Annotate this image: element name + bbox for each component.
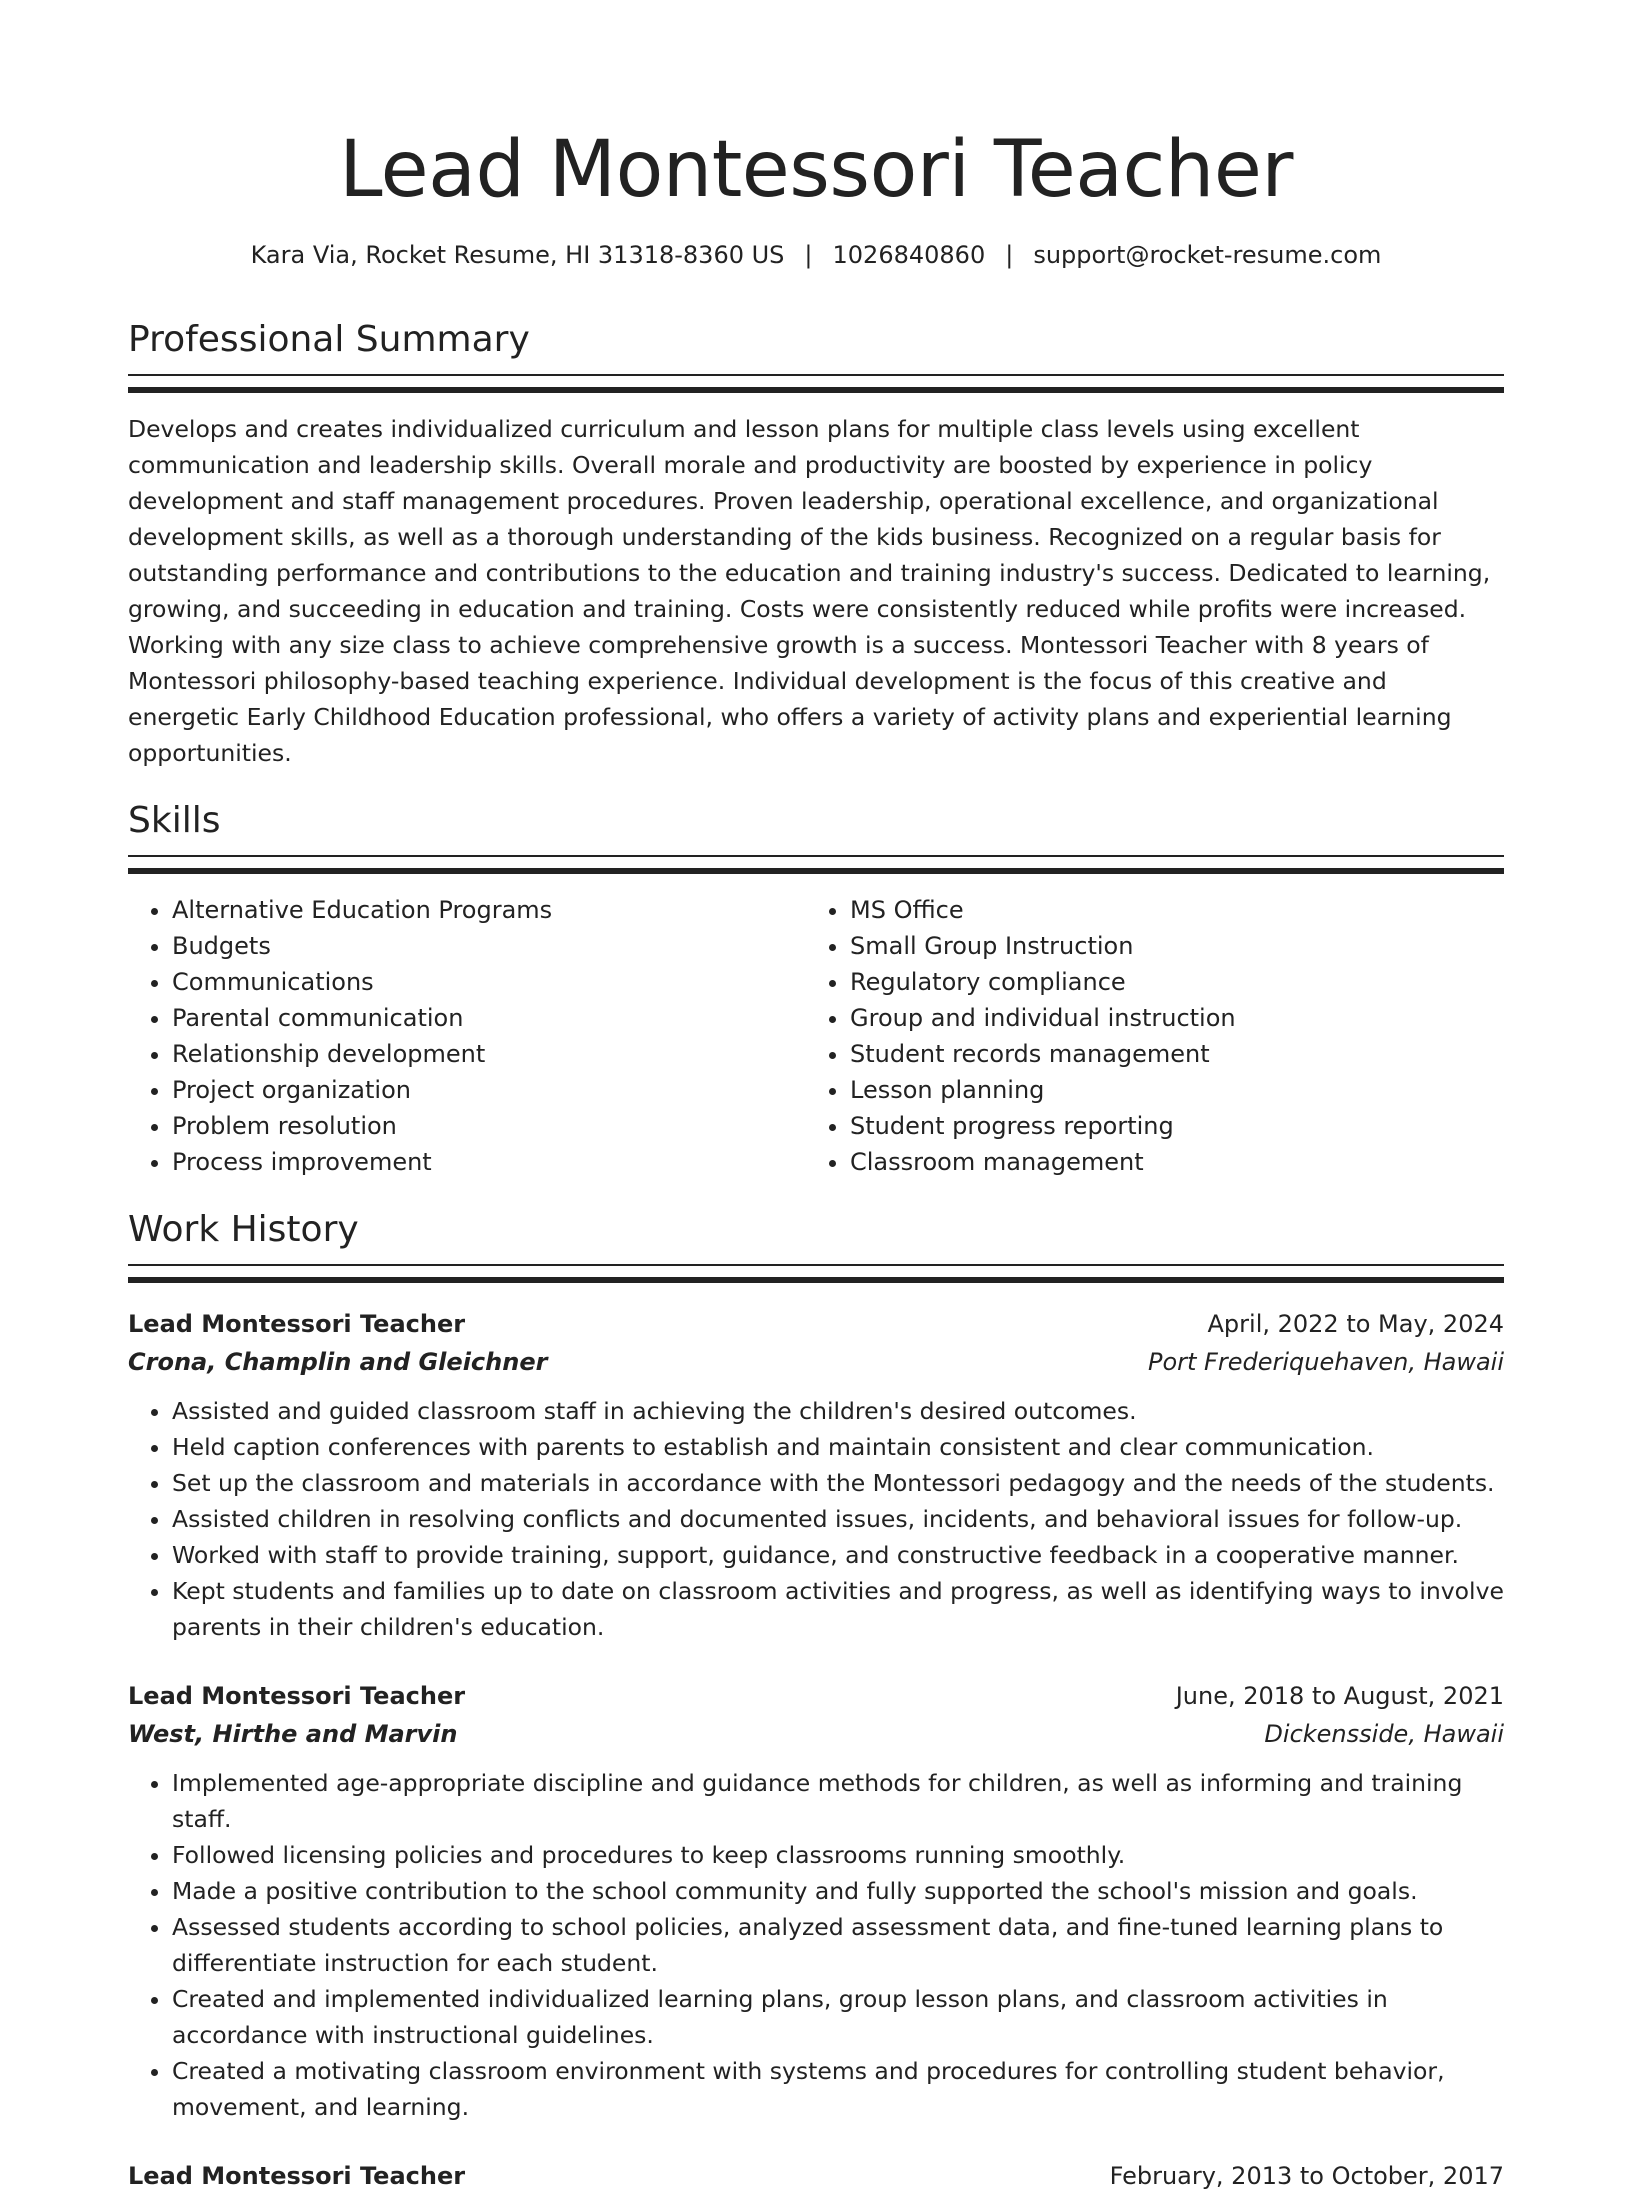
job-entry	[128, 1305, 1504, 1645]
job-header	[128, 1677, 1504, 1715]
section-divider	[128, 855, 1504, 874]
resume-title: Lead Montessori Teacher	[339, 125, 1293, 215]
job-bullets	[128, 1765, 1504, 2125]
work-history-section	[128, 1206, 1504, 2195]
skill-item: • Small Group Instruction	[850, 928, 1484, 964]
job-bullet: • Kept students and families up to date on classroom activities and progress, as well as identifying ways to involve parents in their children's education.	[172, 1573, 1504, 1645]
job-title: Lead Montessori Teacher	[128, 1682, 466, 1710]
skill-item: • MS Office	[850, 892, 1484, 928]
skill-item: • Alternative Education Programs	[172, 892, 806, 928]
job-location: Port Frederiquehaven, Hawaii	[1147, 1348, 1504, 1376]
contact-separator: |	[1005, 241, 1014, 269]
job-location: Dickensside, Hawaii	[1264, 1720, 1504, 1748]
skill-item: • Student records management	[850, 1036, 1484, 1072]
job-dates: April, 2022 to May, 2024	[1207, 1310, 1504, 1338]
skill-item: • Group and individual instruction	[850, 1000, 1484, 1036]
skills-section	[128, 797, 1504, 1180]
skill-item: • Relationship development	[172, 1036, 806, 1072]
contact-email: support@rocket-resume.com	[1033, 241, 1382, 269]
job-company: West, Hirthe and Marvin	[128, 1720, 458, 1748]
job-title: Lead Montessori Teacher	[128, 1310, 466, 1338]
job-bullets	[128, 1393, 1504, 1645]
contact-address: Kara Via, Rocket Resume, HI 31318-8360 US	[250, 241, 785, 269]
section-heading: Work History	[128, 1209, 359, 1250]
job-subheader	[128, 1715, 1504, 1753]
job-bullet: • Created and implemented individualized learning plans, group lesson plans, and classroom activities in accordance with instructional guidelines.	[172, 1981, 1504, 2053]
section-divider	[128, 374, 1504, 393]
skill-item: • Budgets	[172, 928, 806, 964]
professional-summary-section	[128, 316, 1504, 771]
section-heading: Skills	[128, 800, 221, 841]
skill-item: • Problem resolution	[172, 1108, 806, 1144]
skills-list-left	[128, 892, 806, 1180]
job-bullet: • Set up the classroom and materials in accordance with the Montessori pedagogy and the needs of the students.	[172, 1465, 1504, 1501]
skill-item: • Student progress reporting	[850, 1108, 1484, 1144]
contact-line	[128, 238, 1504, 272]
job-entry	[128, 1677, 1504, 2125]
summary-text: Develops and creates individualized curriculum and lesson plans for multiple class levels using excellent communication and leadership skills. Overall morale and productivity are boosted by experience in policy development and staff management procedures. Proven leadership, operational excellence, and organizational development skills, as well as a thorough understanding of the kids business. Recognized on a regular basis for outstanding performance and contributions to the education and training industry's success. Dedicated to learning, growing, and succeeding in education and training. Costs were consistently reduced while profits were increased. Working with any size class to achieve comprehensive growth is a success. Montessori Teacher with 8 years of Montessori philosophy-based teaching experience. Individual development is the focus of this creative and energetic Early Childhood Education professional, who offers a variety of activity plans and experiential learning opportunities.	[128, 415, 1491, 767]
skill-item: • Process improvement	[172, 1144, 806, 1180]
contact-separator: |	[804, 241, 813, 269]
section-divider	[128, 1264, 1504, 1283]
skills-columns	[128, 892, 1504, 1180]
job-bullet: • Assisted children in resolving conflicts and documented issues, incidents, and behavioral issues for follow-up.	[172, 1501, 1504, 1537]
job-entry	[128, 2157, 1504, 2195]
job-bullet: • Implemented age-appropriate discipline and guidance methods for children, as well as informing and training staff.	[172, 1765, 1504, 1837]
job-dates: February, 2013 to October, 2017	[1109, 2162, 1504, 2190]
skill-item: • Parental communication	[172, 1000, 806, 1036]
job-title: Lead Montessori Teacher	[128, 2162, 466, 2190]
job-bullet: • Assisted and guided classroom staff in achieving the children's desired outcomes.	[172, 1393, 1504, 1429]
job-bullet: • Created a motivating classroom environment with systems and procedures for controlling student behavior, movement, and learning.	[172, 2053, 1504, 2125]
job-bullet: • Assessed students according to school policies, analyzed assessment data, and fine-tuned learning plans to differentiate instruction for each student.	[172, 1909, 1504, 1981]
job-bullet: • Followed licensing policies and procedures to keep classrooms running smoothly.	[172, 1837, 1504, 1873]
job-header	[128, 1305, 1504, 1343]
section-heading: Professional Summary	[128, 319, 530, 360]
job-subheader	[128, 1343, 1504, 1381]
job-bullet: • Worked with staff to provide training, support, guidance, and constructive feedback in a cooperative manner.	[172, 1537, 1504, 1573]
job-company: Crona, Champlin and Gleichner	[128, 1348, 548, 1376]
skill-item: • Classroom management	[850, 1144, 1484, 1180]
job-dates: June, 2018 to August, 2021	[1175, 1682, 1504, 1710]
job-bullet: • Made a positive contribution to the school community and fully supported the school's mission and goals.	[172, 1873, 1504, 1909]
skill-item: • Lesson planning	[850, 1072, 1484, 1108]
skill-item: • Communications	[172, 964, 806, 1000]
job-header	[128, 2157, 1504, 2195]
skill-item: • Regulatory compliance	[850, 964, 1484, 1000]
contact-phone: 1026840860	[832, 241, 986, 269]
job-bullet: • Held caption conferences with parents to establish and maintain consistent and clear communication.	[172, 1429, 1504, 1465]
skill-item: • Project organization	[172, 1072, 806, 1108]
skills-list-right	[806, 892, 1484, 1180]
